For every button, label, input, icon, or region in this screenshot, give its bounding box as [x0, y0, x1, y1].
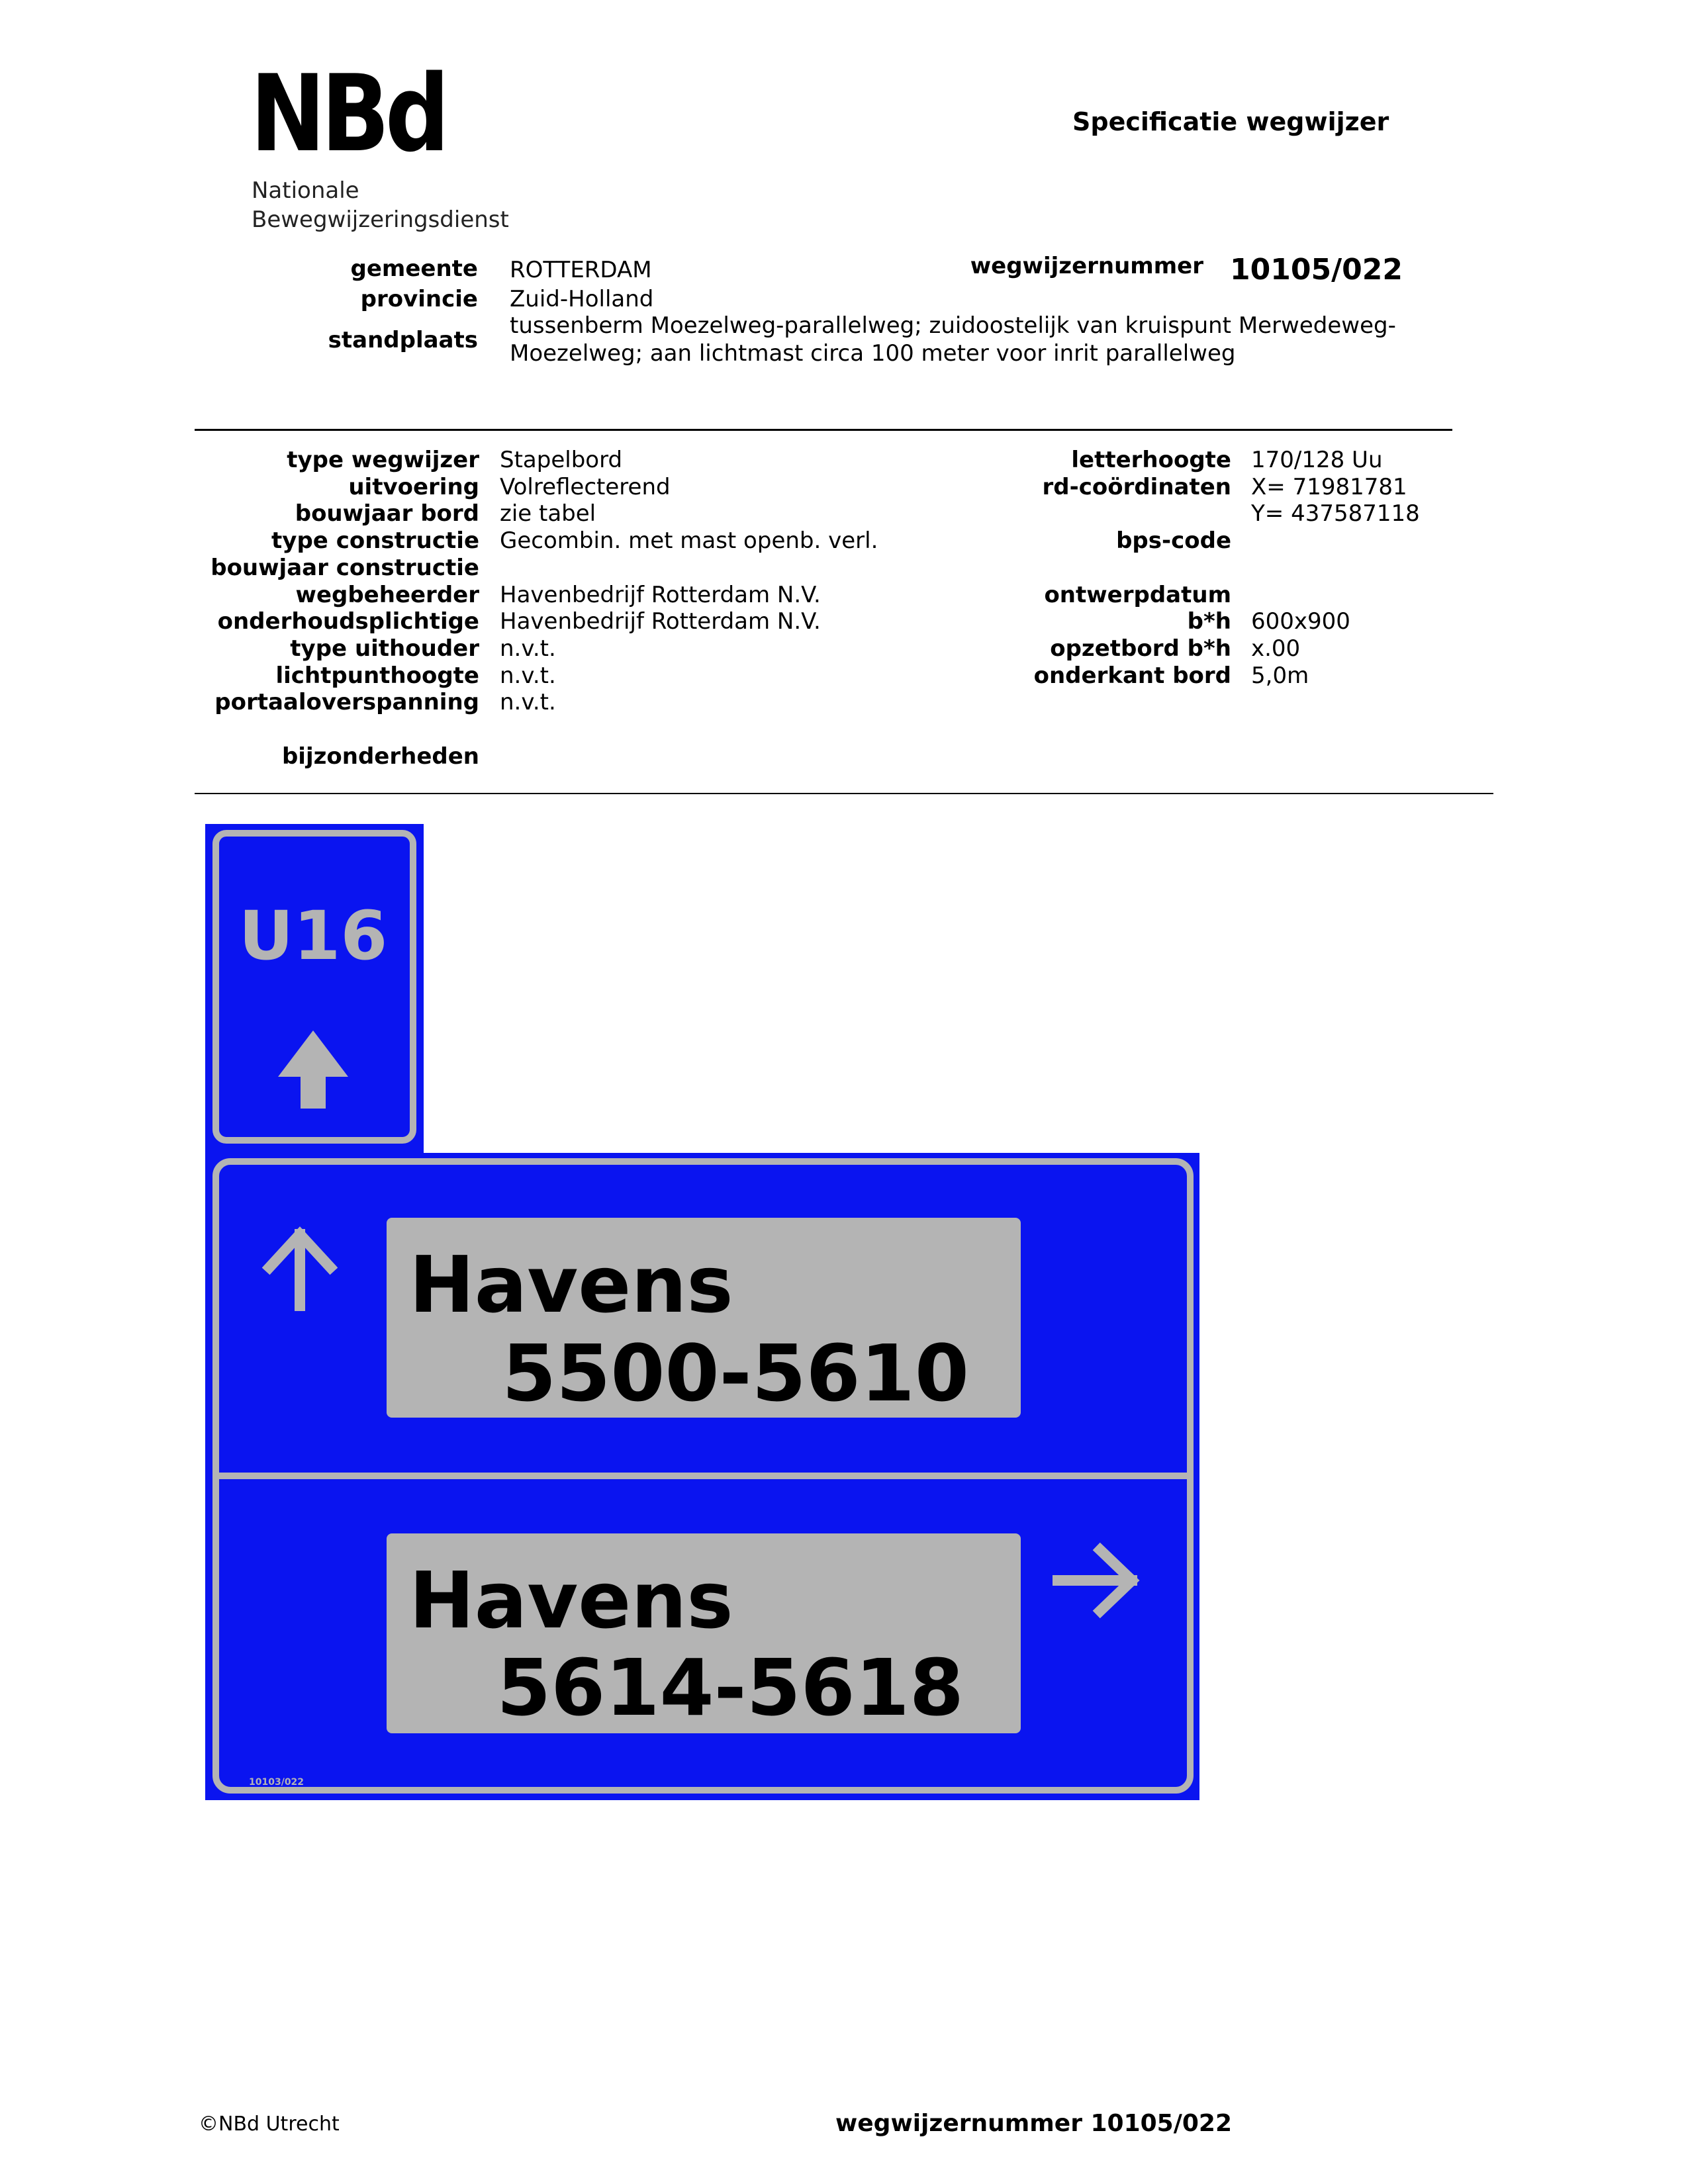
footer-sign-number: wegwijzernummer 10105/022 [835, 2110, 1233, 2137]
spec-label: bouwjaar constructie [211, 554, 479, 581]
spec-value: Gecombin. met mast openb. verl. [500, 527, 878, 555]
destination-2-range: 5614-5618 [496, 1642, 964, 1733]
spec-value: Stapelbord [500, 447, 623, 473]
document-title: Specificatie wegwijzer [1072, 107, 1389, 136]
spec-label: type uithouder [290, 635, 479, 662]
spec-label: onderkant bord [1033, 662, 1231, 689]
spec-label: bouwjaar bord [295, 500, 479, 527]
gemeente-value: ROTTERDAM [510, 257, 652, 283]
spec-value: Y= 437587118 [1251, 500, 1420, 527]
spec-value: Havenbedrijf Rotterdam N.V. [500, 608, 821, 635]
provincie-label: provincie [360, 286, 478, 312]
standplaats-line-2: Moezelweg; aan lichtmast circa 100 meter voor inrit parallelweg [510, 340, 1236, 367]
spec-label: letterhoogte [1071, 447, 1231, 473]
spec-label: bps-code [1116, 527, 1231, 555]
nbd-logo: NBd [250, 52, 445, 175]
spec-label: rd-coördinaten [1042, 473, 1231, 500]
spec-label: type constructie [271, 527, 479, 555]
logo-line-1: Nationale [252, 177, 359, 204]
spec-value: X= 71981781 [1251, 473, 1407, 500]
spec-label: portaaloverspanning [214, 689, 479, 716]
spec-value: zie tabel [500, 500, 596, 527]
spec-value: n.v.t. [500, 662, 556, 689]
standplaats-line-1: tussenberm Moezelweg-parallelweg; zuidoostelijk van kruispunt Merwedeweg- [510, 312, 1396, 339]
destination-1-name: Havens [409, 1239, 733, 1330]
wegwijzernummer-label: wegwijzernummer [970, 253, 1203, 279]
spec-label: type wegwijzer [287, 447, 479, 473]
spec-label: lichtpunthoogte [275, 662, 479, 689]
spec-label: opzetbord b*h [1050, 635, 1231, 662]
spec-value: x.00 [1251, 635, 1301, 662]
spec-value: 600x900 [1251, 608, 1350, 635]
destination-1-range: 5500-5610 [502, 1328, 969, 1419]
standplaats-label: standplaats [328, 327, 478, 353]
spec-label: bijzonderheden [281, 743, 479, 770]
spec-value: Volreflecterend [500, 473, 671, 500]
spec-value: n.v.t. [500, 689, 556, 716]
divider-bottom [195, 793, 1493, 794]
wegwijzernummer-value: 10105/022 [1230, 253, 1403, 287]
spec-value: 5,0m [1251, 662, 1309, 689]
spec-value: n.v.t. [500, 635, 556, 662]
spec-label: wegbeheerder [295, 581, 479, 608]
sign-drawing [205, 824, 1199, 1800]
panel-divider [217, 1473, 1189, 1479]
spec-label: b*h [1187, 608, 1231, 635]
route-number: U16 [238, 897, 388, 976]
destination-2-name: Havens [409, 1555, 733, 1646]
logo-line-2: Bewegwijzeringsdienst [252, 206, 509, 233]
spec-value: Havenbedrijf Rotterdam N.V. [500, 581, 821, 608]
divider-top [195, 429, 1452, 431]
spec-label: onderhoudsplichtige [217, 608, 479, 635]
gemeente-label: gemeente [350, 255, 478, 282]
spec-label: ontwerpdatum [1044, 581, 1231, 608]
spec-label: uitvoering [348, 473, 479, 500]
spec-value: 170/128 Uu [1251, 447, 1383, 473]
provincie-value: Zuid-Holland [510, 286, 654, 312]
footer-copyright: ©NBd Utrecht [199, 2113, 340, 2136]
sign-id-label: 10103/022 [249, 1777, 305, 1788]
